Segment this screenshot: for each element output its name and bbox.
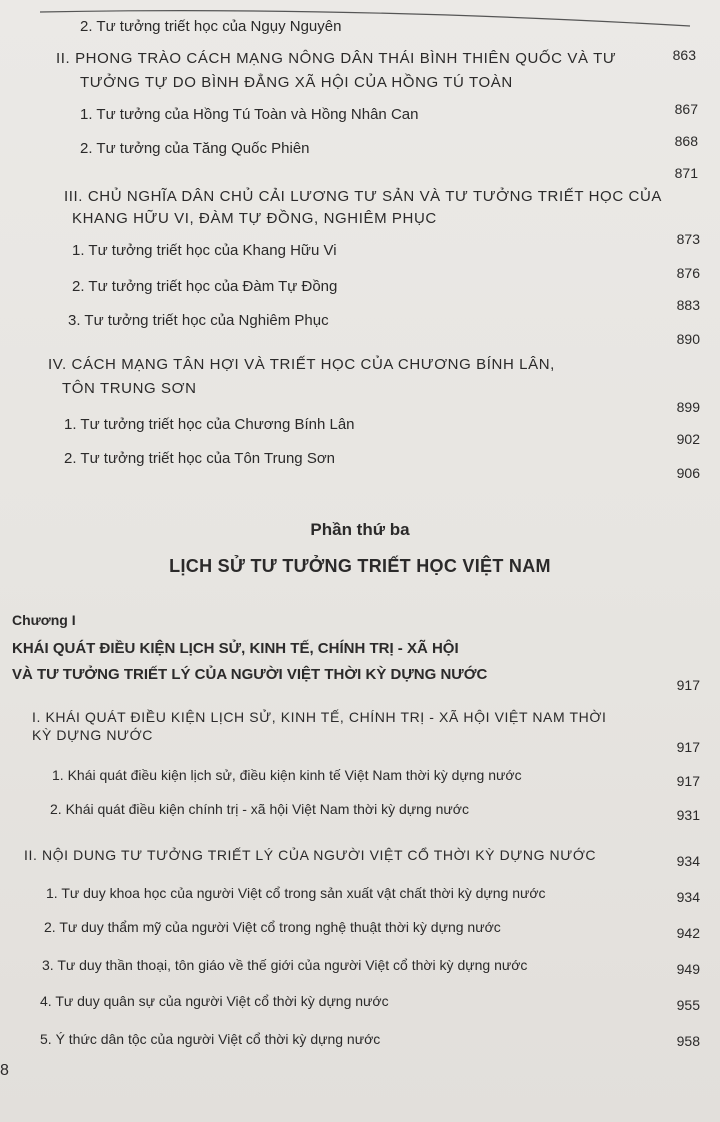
toc-entry[interactable]: 1. Khái quát điều kiện lịch sử, điều kiện kinh tế Việt Nam thời kỳ dựng nước xyxy=(52,767,522,783)
page-number: 868 xyxy=(674,133,698,149)
page-number: 917 xyxy=(676,773,700,789)
toc-section-heading-cont: KỲ DỰNG NƯỚC xyxy=(32,727,153,743)
toc-entry[interactable]: 2. Tư duy thẩm mỹ của người Việt cổ trong nghệ thuật thời kỳ dựng nước xyxy=(44,919,501,935)
toc-entry[interactable]: 5. Ý thức dân tộc của người Việt cổ thời kỳ dựng nước xyxy=(40,1031,381,1047)
page-number: 871 xyxy=(674,165,698,181)
toc-entry[interactable]: 1. Tư tưởng của Hồng Tú Toàn và Hồng Nhân Can xyxy=(80,106,419,123)
page-number: 958 xyxy=(676,1033,700,1049)
chapter-label: Chương I xyxy=(12,612,76,628)
page-number: 931 xyxy=(676,807,700,823)
page-number: 949 xyxy=(676,961,700,977)
page-number: 873 xyxy=(676,231,700,247)
page-number: 876 xyxy=(676,265,700,281)
toc-section-heading-cont: TƯỞNG TỰ DO BÌNH ĐẲNG XÃ HỘI CỦA HỒNG TÚ TOÀN xyxy=(80,74,513,91)
part-label: Phần thứ ba xyxy=(310,520,410,539)
toc-section-heading-cont: KHANG HỮU VI, ĐÀM TỰ ĐỒNG, NGHIÊM PHỤC xyxy=(72,210,437,227)
part-title: LỊCH SỬ TƯ TƯỞNG TRIẾT HỌC VIỆT NAM xyxy=(169,556,551,576)
toc-section-heading-cont: TÔN TRUNG SƠN xyxy=(62,380,197,397)
toc-entry[interactable]: 2. Khái quát điều kiện chính trị - xã hội Việt Nam thời kỳ dựng nước xyxy=(50,801,469,817)
toc-section-heading[interactable]: I. KHÁI QUÁT ĐIỀU KIỆN LỊCH SỬ, KINH TẾ, CHÍNH TRỊ - XÃ HỘI VIỆT NAM THỜI xyxy=(32,709,607,725)
toc-entry[interactable]: 1. Tư duy khoa học của người Việt cổ trong sản xuất vật chất thời kỳ dựng nước xyxy=(46,885,546,901)
page-number: 917 xyxy=(676,677,700,693)
toc-section-heading[interactable]: II. PHONG TRÀO CÁCH MẠNG NÔNG DÂN THÁI BÌNH THIÊN QUỐC VÀ TƯ xyxy=(56,50,617,67)
page-number: 890 xyxy=(676,331,700,347)
toc-entry[interactable]: 3. Tư duy thần thoại, tôn giáo về thế giới của người Việt cổ thời kỳ dựng nước xyxy=(42,957,528,973)
toc-entry[interactable]: 4. Tư duy quân sự của người Việt cổ thời kỳ dựng nước xyxy=(40,993,389,1009)
toc-entry[interactable]: 1. Tư tưởng triết học của Chương Bính Lân xyxy=(64,416,355,433)
page-number: 942 xyxy=(676,925,700,941)
page-number: 863 xyxy=(672,47,696,63)
page-number: 934 xyxy=(676,853,700,869)
page-number: 867 xyxy=(674,101,698,117)
toc-section-heading[interactable]: III. CHỦ NGHĨA DÂN CHỦ CẢI LƯƠNG TƯ SẢN VÀ TƯ TƯỞNG TRIẾT HỌC CỦA xyxy=(64,188,662,205)
page-number: 883 xyxy=(676,297,700,313)
page-number: 917 xyxy=(676,739,700,755)
chapter-title[interactable]: KHÁI QUÁT ĐIỀU KIỆN LỊCH SỬ, KINH TẾ, CHÍNH TRỊ - XÃ HỘI xyxy=(12,640,459,657)
toc-entry[interactable]: 2. Tư tưởng triết học của Tôn Trung Sơn xyxy=(64,450,336,467)
toc-entry[interactable]: 1. Tư tưởng triết học của Khang Hữu Vi xyxy=(72,242,337,259)
folio-number: 8 xyxy=(0,1062,9,1079)
toc-entry[interactable]: 2. Tư tưởng triết học của Ngụy Nguyên xyxy=(80,18,342,35)
page-number: 934 xyxy=(676,889,700,905)
toc-entry[interactable]: 2. Tư tưởng triết học của Đàm Tự Đồng xyxy=(72,278,338,295)
toc-entry[interactable]: 3. Tư tưởng triết học của Nghiêm Phục xyxy=(68,312,329,329)
page-number: 902 xyxy=(676,431,700,447)
toc-section-heading[interactable]: IV. CÁCH MẠNG TÂN HỢI VÀ TRIẾT HỌC CỦA CHƯƠNG BÍNH LÂN, xyxy=(48,356,555,373)
page-number: 955 xyxy=(676,997,700,1013)
toc-entry[interactable]: 2. Tư tưởng của Tăng Quốc Phiên xyxy=(80,140,310,157)
chapter-title-cont: VÀ TƯ TƯỞNG TRIẾT LÝ CỦA NGƯỜI VIỆT THỜI KỲ DỰNG NƯỚC xyxy=(12,666,488,683)
toc-section-heading[interactable]: II. NỘI DUNG TƯ TƯỞNG TRIẾT LÝ CỦA NGƯỜI VIỆT CỔ THỜI KỲ DỰNG NƯỚC xyxy=(24,847,597,863)
page-number: 899 xyxy=(676,399,700,415)
page-number: 906 xyxy=(676,465,700,481)
